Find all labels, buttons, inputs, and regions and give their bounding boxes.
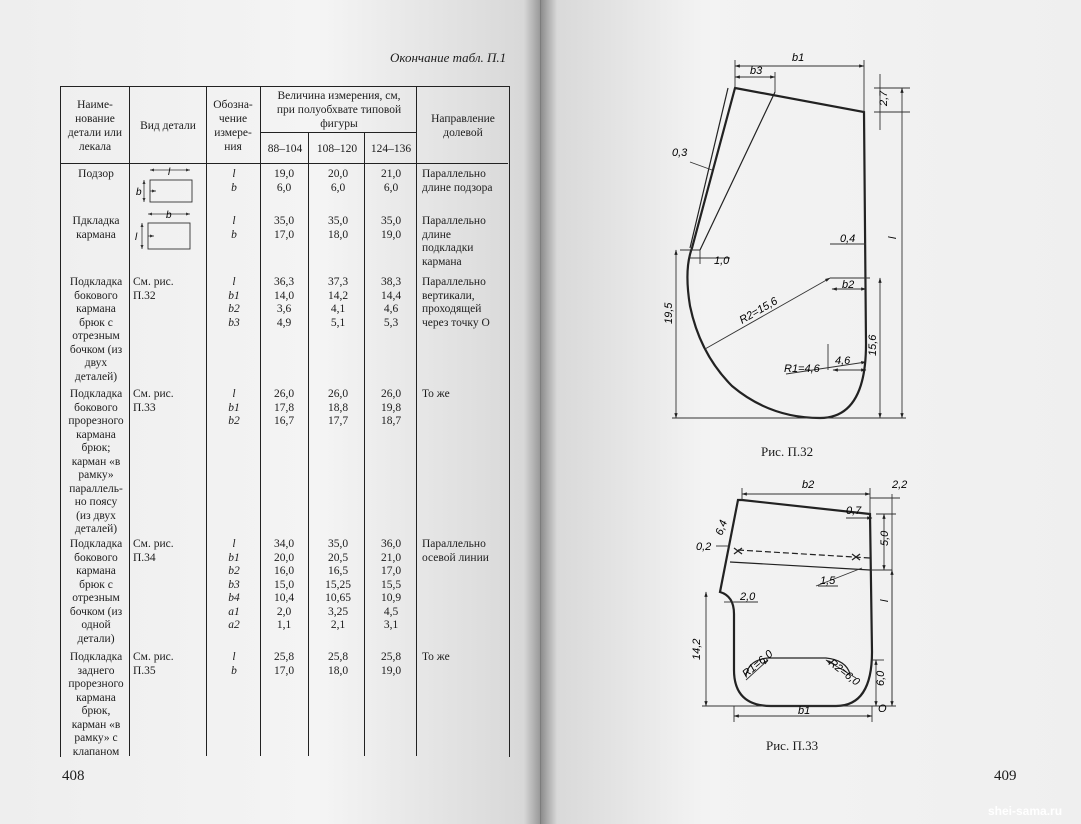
row-6-symbols: l b	[231, 651, 237, 677]
row-6-direction: То же	[422, 651, 450, 663]
row-4-direction: То же	[422, 388, 450, 400]
row-1-size-1: 19,0 6,0	[273, 168, 295, 194]
label-r2: R2=6,0	[826, 656, 862, 689]
caption-p32: Рис. П.32	[761, 444, 814, 459]
row-6-name: Подкладка заднего прорезного кармана брюк, карман «в рамку» с клапаном	[68, 651, 124, 758]
row-5-symbols: l b1 b2 b3 b4 a1 a2	[228, 538, 240, 631]
row-4-size-1: 26,0 17,8 16,7	[273, 388, 295, 427]
part-sketch-pocket-lining	[134, 209, 204, 253]
row-1-size-3: 21,0 6,0	[380, 168, 402, 194]
row-6-view: См. рис. П.35	[133, 651, 174, 677]
row-4-symbols: l b1 b2	[228, 388, 240, 427]
row-5-size-3: 36,0 21,0 17,0 15,5 10,9 4,5 3,1	[380, 538, 402, 631]
header-size-2: 108–120	[316, 143, 358, 155]
row-3-view: См. рис. П.32	[133, 276, 174, 302]
table-col-divider	[364, 132, 365, 756]
label-2-7: 2,7	[878, 90, 890, 106]
label-19-5: 19,5	[663, 302, 675, 324]
table-col-divider	[206, 86, 207, 756]
dimension-labels-p33	[691, 479, 907, 717]
table-col-divider	[308, 132, 309, 756]
table-header-bottom-line	[60, 163, 508, 164]
row-2-symbols: l b	[231, 215, 237, 241]
row-4-size-3: 26,0 19,8 18,7	[380, 388, 402, 427]
label-0-4: 0,4	[840, 233, 856, 245]
label-2-0: 2,0	[740, 591, 756, 603]
mini-label-l: l	[135, 232, 138, 243]
row-1-direction: Параллельно длине подзора	[422, 168, 493, 194]
figure-p33	[686, 474, 916, 728]
table-col-divider	[416, 86, 417, 756]
label-14-2: 14,2	[691, 638, 703, 660]
watermark: shei-sama.ru	[988, 804, 1063, 818]
row-2-size-3: 35,0 19,0	[380, 215, 402, 241]
row-3-symbols: l b1 b2 b3	[228, 276, 240, 329]
label-2-2: 2,2	[892, 479, 908, 491]
row-2-direction: Параллельно длине подкладки кармана	[422, 215, 486, 268]
row-4-name: Подкладка бокового прорезного кармана брюк; карман «в рамку» параллель- но поясу (из двух деталей)	[68, 388, 124, 535]
table-subheader-line	[260, 132, 416, 133]
label-5-0: 5,0	[879, 530, 891, 546]
pattern-outline-p32	[687, 88, 866, 418]
table-col-divider	[260, 86, 261, 756]
row-4-view: См. рис. П.33	[133, 388, 174, 414]
label-0-2: 0,2	[696, 541, 712, 553]
label-0-3: 0,3	[672, 147, 688, 159]
header-size-1: 88–104	[267, 143, 303, 155]
header-size-3: 124–136	[370, 143, 412, 155]
header-symbol: Обозна- чение измере- ния	[213, 99, 253, 153]
row-1-size-2: 20,0 6,0	[327, 168, 349, 194]
label-b1: b1	[798, 705, 811, 717]
row-2-name: Пдкладка кармана	[72, 215, 120, 241]
figure-p32	[660, 44, 920, 434]
row-2-size-1: 35,0 17,0	[273, 215, 295, 241]
header-measure-group: Величина измерения, см, при полуобхвате типовой фигуры	[276, 90, 402, 130]
construction-lines-p32	[690, 88, 775, 250]
label-b3: b3	[750, 65, 763, 77]
row-1-symbols: l b	[231, 168, 237, 194]
row-6-size-3: 25,8 19,0	[380, 651, 402, 677]
row-3-direction: Параллельно вертикали, проходящей через точку O	[422, 276, 490, 329]
part-sketch-podzor	[134, 166, 204, 206]
row-5-name: Подкладка бокового кармана брюк с отрезным бочком (из одной детали)	[69, 538, 123, 645]
mini-label-b: b	[166, 210, 172, 221]
row-5-direction: Параллельно осевой линии	[422, 538, 489, 564]
label-15-6: 15,6	[867, 334, 879, 356]
label-1-0: 1,0	[714, 255, 730, 267]
label-b1: b1	[792, 52, 805, 64]
label-1-5: 1,5	[820, 575, 836, 587]
row-3-size-3: 38,3 14,4 4,6 5,3	[380, 276, 402, 329]
label-r2: R2=15,6	[737, 295, 780, 327]
page-number-right: 409	[994, 768, 1017, 784]
table-col-divider	[129, 86, 130, 756]
row-5-view: См. рис. П.34	[133, 538, 174, 564]
label-0-7: 0,7	[846, 505, 862, 517]
row-6-size-2: 25,8 18,0	[327, 651, 349, 677]
caption-p33: Рис. П.33	[766, 738, 819, 753]
header-name: Наиме- нование детали или лекала	[67, 99, 123, 153]
row-6-size-1: 25,8 17,0	[273, 651, 295, 677]
construction-lines-p33	[730, 550, 870, 676]
row-5-size-2: 35,0 20,5 16,5 15,25 10,65 3,25 2,1	[325, 538, 351, 631]
label-o: O	[878, 703, 887, 715]
label-6-0: 6,0	[875, 670, 887, 686]
row-1-name: Подзор	[78, 168, 114, 180]
row-3-name: Подкладка бокового кармана брюк с отрезным бочком (из двух деталей)	[69, 276, 123, 383]
row-2-size-2: 35,0 18,0	[327, 215, 349, 241]
label-6-4: 6,4	[713, 518, 731, 538]
row-4-size-2: 26,0 18,8 17,7	[327, 388, 349, 427]
label-r1: R1=6,0	[740, 648, 776, 681]
page-number-left: 408	[62, 768, 85, 784]
running-head: Окончание табл. П.1	[390, 50, 507, 65]
header-direction: Направление долевой	[431, 113, 495, 139]
label-4-6: 4,6	[835, 355, 851, 367]
header-view: Вид детали	[140, 120, 196, 132]
label-l: l	[879, 599, 891, 602]
mini-label-l: l	[168, 167, 171, 178]
label-b2: b2	[802, 479, 815, 491]
label-l: l	[887, 236, 899, 239]
row-3-size-1: 36,3 14,0 3,6 4,9	[273, 276, 295, 329]
row-5-size-1: 34,0 20,0 16,0 15,0 10,4 2,0 1,1	[273, 538, 295, 631]
label-r1: R1=4,6	[784, 363, 820, 375]
mini-label-b: b	[136, 187, 142, 198]
row-3-size-2: 37,3 14,2 4,1 5,1	[327, 276, 349, 329]
label-b2: b2	[842, 279, 855, 291]
